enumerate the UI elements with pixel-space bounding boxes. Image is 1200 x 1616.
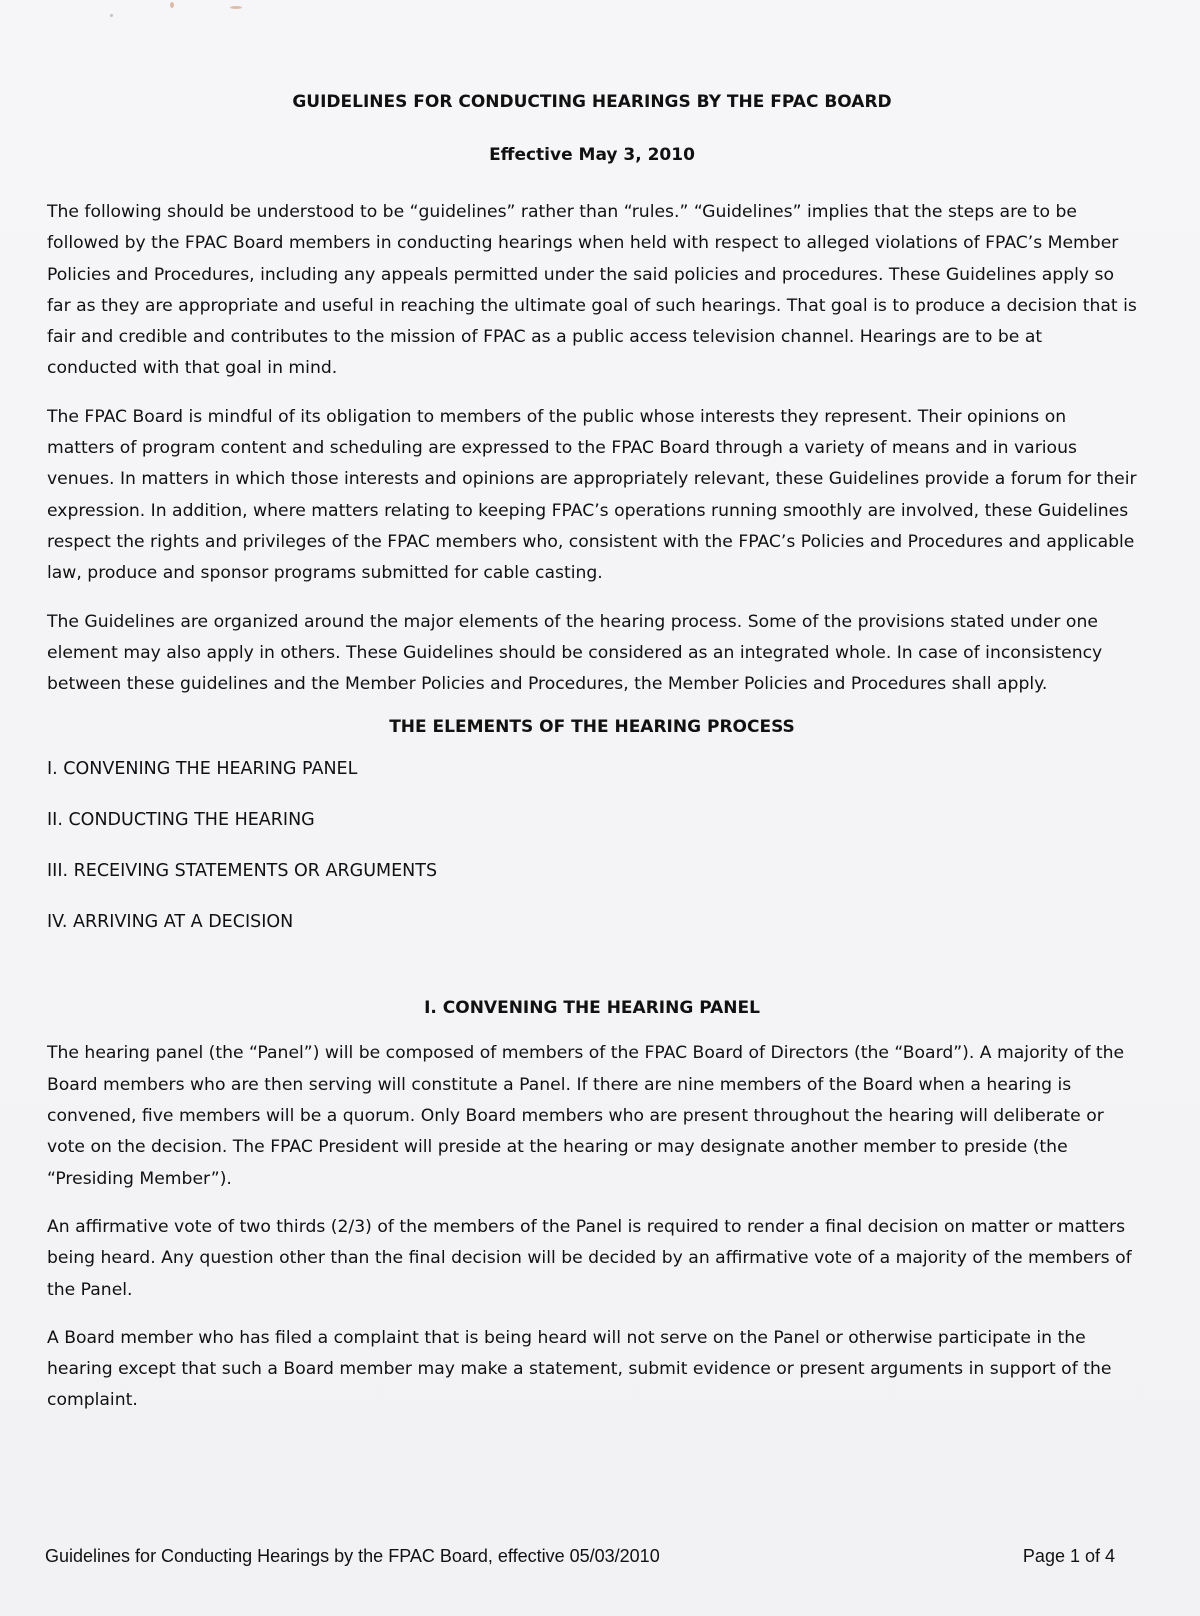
- element-item-1: I. CONVENING THE HEARING PANEL: [47, 759, 358, 780]
- effective-date: Effective May 3, 2010: [489, 145, 695, 165]
- element-item-3: III. RECEIVING STATEMENTS OR ARGUMENTS: [47, 861, 438, 882]
- paper-speck: [230, 6, 242, 9]
- intro-paragraph-3: The Guidelines are organized around the major elements of the hearing process. Some of the provisions stated under one element may also apply in others. These Guidelines should be considered as an integrated whole. In case of inconsistency between these guidelines and the Member Policies and Procedures, the Member Policies and Procedures shall apply.: [47, 611, 1103, 695]
- intro-paragraph-2: The FPAC Board is mindful of its obligation to members of the public whose interests they represent. Their opinions on matters of program content and scheduling are expressed to the FPAC Board through a variety of means and in various venues. In matters in which those interests and opinions are appropriately relevant, these Guidelines provide a forum for their expression. In addition, where matters relating to keeping FPAC’s operations running smoothly are involved, these Guidelines respect the rights and privileges of the FPAC members who, consistent with the FPAC’s Policies and Procedures and applicable law, produce and sponsor programs submitted for cable casting.: [47, 406, 1137, 584]
- paper-speck: [170, 2, 174, 8]
- section-one-paragraph-1: The hearing panel (the “Panel”) will be composed of members of the FPAC Board of Directors (the “Board”). A majority of the Board members who are then serving will constitute a Panel. If there are nine members of the Board when a hearing is convened, five members will be a quorum. Only Board members who are present throughout the hearing will deliberate or vote on the decision. The FPAC President will preside at the hearing or may designate another member to preside (the “Presiding Member”).: [47, 1043, 1125, 1189]
- element-item-2: II. CONDUCTING THE HEARING: [47, 810, 315, 831]
- section-one-paragraph-2: An affirmative vote of two thirds (2/3) of the members of the Panel is required to render a final decision on matter or matters being heard. Any question other than the final decision will be decided by an affirmative vote of a majority of the members of the Panel.: [47, 1216, 1132, 1300]
- element-item-4: IV. ARRIVING AT A DECISION: [47, 912, 294, 933]
- footer-document-title: Guidelines for Conducting Hearings by the FPAC Board, effective 05/03/2010: [45, 1546, 660, 1566]
- elements-heading: THE ELEMENTS OF THE HEARING PROCESS: [389, 717, 795, 738]
- intro-paragraph-1: The following should be understood to be “guidelines” rather than “rules.” “Guidelines” implies that the steps are to be followed by the FPAC Board members in conducting hearings when held with respect to alleged violations of FPAC’s Member Policies and Procedures, including any appeals permitted under the said policies and procedures. These Guidelines apply so far as they are appropriate and useful in reaching the ultimate goal of such hearings. That goal is to produce a decision that is fair and credible and contributes to the mission of FPAC as a public access television channel. Hearings are to be at conducted with that goal in mind.: [47, 202, 1137, 379]
- document-body: [47, 92, 1137, 1434]
- page-number: Page 1 of 4: [1022, 1546, 1115, 1566]
- section-one-heading: I. CONVENING THE HEARING PANEL: [424, 998, 760, 1019]
- section-one-paragraph-3: A Board member who has filed a complaint that is being heard will not serve on the Panel or otherwise participate in the hearing except that such a Board member may make a statement, submit evidence or present arguments in support of the complaint.: [47, 1327, 1112, 1411]
- document-title: GUIDELINES FOR CONDUCTING HEARINGS BY THE FPAC BOARD: [292, 92, 892, 112]
- paper-speck: [110, 14, 113, 17]
